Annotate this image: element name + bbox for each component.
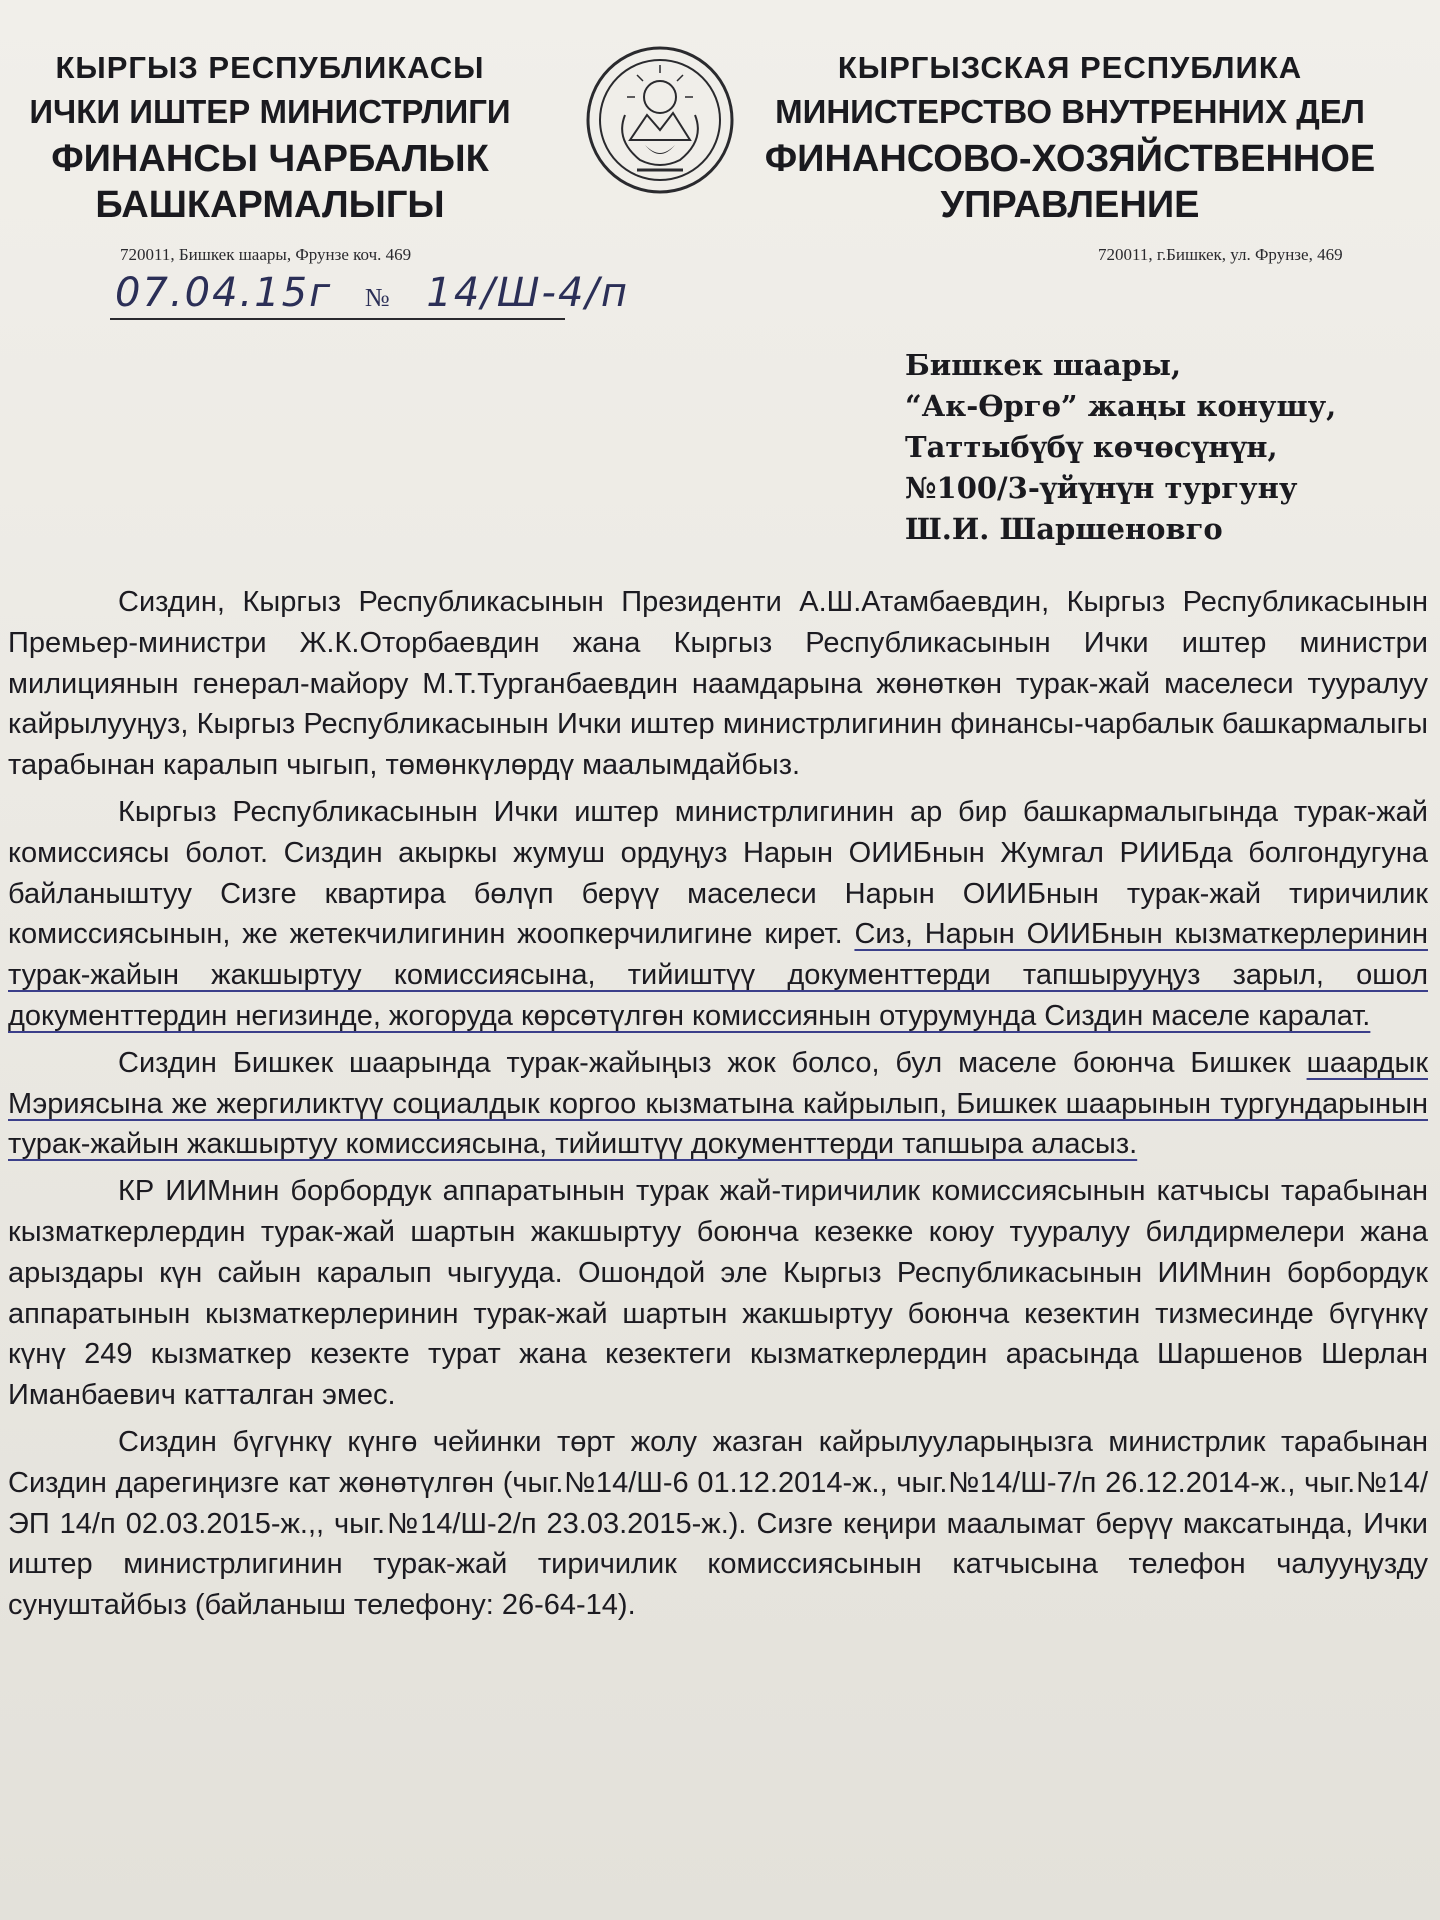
paragraph-3-text: Сиздин Бишкек шаарында турак-жайыңыз жок болсо, бул маселе боюнча Бишкек [118, 1046, 1291, 1079]
paragraph-4-text: КР ИИМнин борбордук аппаратынын турак жай-тиричилик комиссиясынын катчысы тарабынан кызматкерлердин турак-жай шартын жакшыртуу боюнча кезекке коюу тууралуу билдирмелери жана арыздары күн сайын каралып чыгууда. Ошондой эле Кыргыз Республикасынын ИИМнин борбордук аппаратынын кызматкерлеринин турак-жай шартын жакшыртуу боюнча кезектин тизмесинде бүгүнкү күнү 249 кызматкер кезекте турат жана кезектеги кызматкерлердин арасында Шаршенов Шерлан Иманбаевич катталган эмес. [8, 1175, 1428, 1412]
addressee-line: Бишкек шаары, [905, 348, 1182, 382]
letterhead-russian-ministry: МИНИСТЕРСТВО ВНУТРЕННИХ ДЕЛ [775, 93, 1365, 130]
reference-date: 07.04.15г [115, 270, 333, 316]
paragraph-2 [8, 792, 1428, 1037]
state-emblem-icon [585, 45, 735, 195]
addressee-block [905, 345, 1336, 550]
address-russian: 720011, г.Бишкек, ул. Фрунзе, 469 [1098, 245, 1343, 264]
paragraph-3 [8, 1043, 1428, 1165]
letterhead-kyrgyz-country: КЫРГЫЗ РЕСПУБЛИКАСЫ [55, 50, 485, 85]
reference-underline [110, 318, 565, 320]
letterhead-kyrgyz-dept-line1: ФИНАНСЫ ЧАРБАЛЫК [51, 138, 489, 180]
addressee-line: “Ак-Өргө” жаңы конушу, [905, 389, 1337, 423]
paragraph-5-text: Сиздин бүгүнкү күнгө чейинки төрт жолу жазган кайрылууларыңызга министрлик тарабынан Сиздин дарегиңизге кат жөнөтүлгөн (чыг.№14/Ш-6 01.12.2014-ж., чыг.№14/Ш-7/п 26.12.2014-ж., чыг.№14/ЭП 14/п 02.03.2015-ж.,, чыг.№14/Ш-2/п 23.03.2015-ж.). Сизге кеңири маалымат берүү максатында, Ички иштер министрлигинин турак-жай тиричилик комиссиясынын катчысына телефон чалууңузду сунуштайбыз (байланыш телефону: 26-64-14). [8, 1425, 1428, 1622]
paragraph-1 [8, 582, 1428, 786]
letterhead-kyrgyz-dept-line2: БАШКАРМАЛЫГЫ [95, 184, 445, 226]
letterhead-russian-dept-line1: ФИНАНСОВО-ХОЗЯЙСТВЕННОЕ [764, 138, 1376, 180]
addressee-line: №100/3-үйүнүн тургуну [905, 471, 1298, 505]
letterhead-russian [750, 48, 1390, 228]
addressee-line: Таттыбүбү көчөсүнүн, [905, 430, 1278, 464]
paragraph-2-underlined-text: Сиз, Нарын ОИИБнын кызматкерлеринин турак-жайын жакшыртуу комиссиясына, тийиштүү документтерди тапшырууңуз зарыл, ошол документтердин негизинде, жогоруда көрсөтүлгөн комиссиянын отурумунда Сиздин маселе каралат. [8, 918, 1428, 1032]
paragraph-3-underlined-text: шаардык Мэриясына же жергиликтүү социалдык коргоо кызматына кайрылып, Бишкек шаарынын тургундарынын турак-жайын жакшыртуу комиссиясына, тийиштүү документтерди тапшыра аласыз. [8, 1046, 1428, 1161]
handwritten-reference [115, 270, 629, 316]
paragraph-4 [8, 1171, 1428, 1416]
letterhead-kyrgyz [10, 48, 530, 228]
paragraph-1-text: Сиздин, Кыргыз Республикасынын Президенти А.Ш.Атамбаевдин, Кыргыз Республикасынын Премьер-министри Ж.К.Оторбаевдин жана Кыргыз Республикасынын Ички иштер министри милициянын генерал-майору М.Т.Турганбаевдин наамдарына жөнөткөн турак-жай маселеси тууралуу кайрылууңуз, Кыргыз Республикасынын Ички иштер министрлигинин финансы-чарбалык башкармалыгы тарабынан каралып чыгып, төмөнкүлөрдү маалымдайбыз. [8, 586, 1428, 782]
reference-number: 14/Ш-4/п [426, 270, 630, 316]
paragraph-2-text: Кыргыз Республикасынын Ички иштер министрлигинин ар бир башкармалыгында турак-жай комиссиясы болот. Сиздин акыркы жумуш ордуңуз Нарын ОИИБнын Жумгал РИИБда болгондугуна байланыштуу Сизге квартира бөлүп берүү маселеси Нарын ОИИБнын турак-жай тиричилик комиссиясынын, же жетекчилигинин жоопкерчилигине кирет. [8, 795, 1428, 951]
letterhead-russian-country: КЫРГЫЗСКАЯ РЕСПУБЛИКА [837, 50, 1303, 85]
reference-number-sign: № [364, 283, 392, 312]
letterhead-kyrgyz-ministry: ИЧКИ ИШТЕР МИНИСТРЛИГИ [29, 93, 511, 130]
letter-body [8, 582, 1428, 1626]
letterhead-russian-dept-line2: УПРАВЛЕНИЕ [940, 184, 1200, 226]
addressee-line: Ш.И. Шаршеновго [905, 512, 1223, 546]
address-kyrgyz: 720011, Бишкек шаары, Фрунзе коч. 469 [120, 245, 412, 264]
paragraph-5 [8, 1422, 1428, 1626]
